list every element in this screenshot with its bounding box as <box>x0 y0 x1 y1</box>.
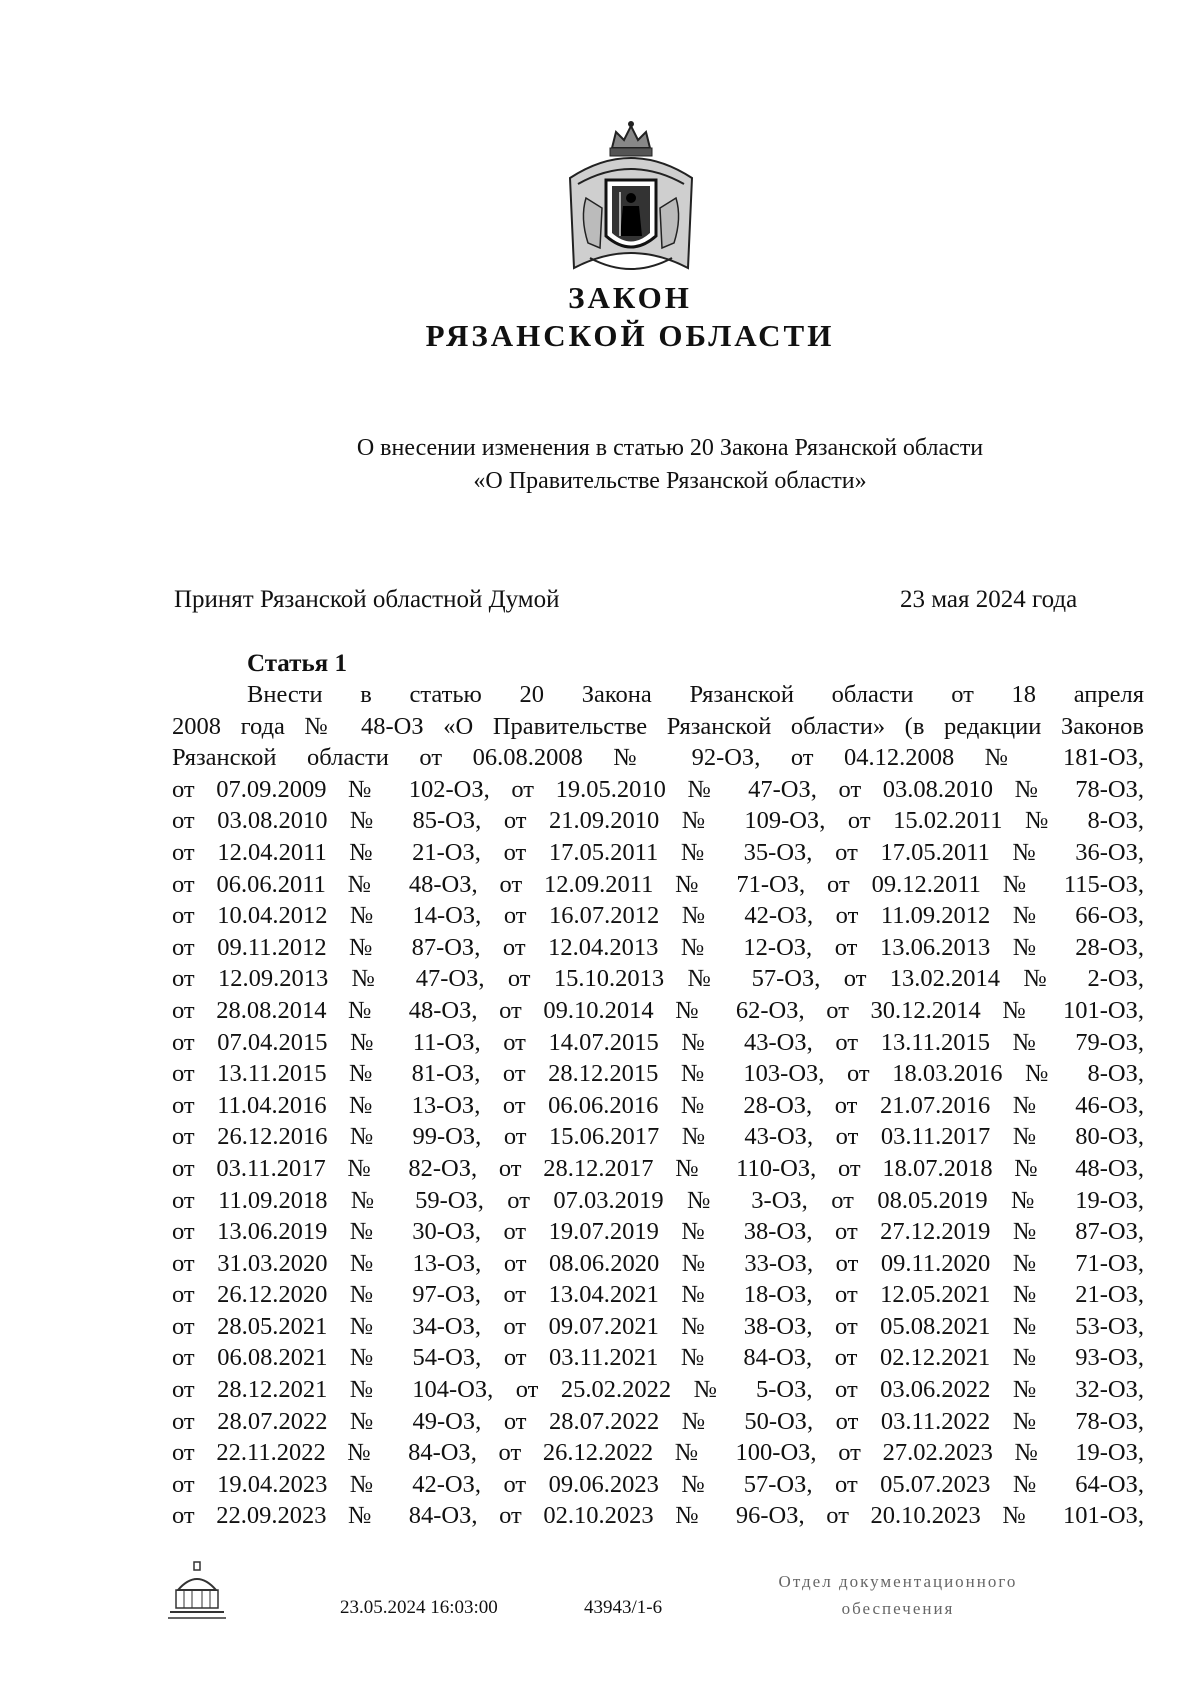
footer-doc-number: 43943/1-6 <box>584 1597 663 1618</box>
article-line: 2008 года № 48-ОЗ «О Правительстве Рязанской области» (в редакции Законов <box>172 712 1144 740</box>
article-line: от 07.09.2009 № 102-ОЗ, от 19.05.2010 № 47-ОЗ, от 03.08.2010 № 78-ОЗ, <box>172 775 1144 803</box>
article-line: от 22.09.2023 № 84-ОЗ, от 02.10.2023 № 96-ОЗ, от 20.10.2023 № 101-ОЗ, <box>172 1502 1144 1530</box>
document-title-line2: РЯЗАНСКОЙ ОБЛАСТИ <box>425 318 835 353</box>
article-line: от 03.08.2010 № 85-ОЗ, от 21.09.2010 № 109-ОЗ, от 15.02.2011 № 8-ОЗ, <box>172 807 1144 835</box>
duma-building-logo <box>166 1560 228 1624</box>
adoption-date: 23 мая 2024 года <box>900 586 1078 613</box>
article-line: от 28.08.2014 № 48-ОЗ, от 09.10.2014 № 62-ОЗ, от 30.12.2014 № 101-ОЗ, <box>172 996 1144 1024</box>
article-body <box>172 679 1144 1532</box>
article-line: от 13.11.2015 № 81-ОЗ, от 28.12.2015 № 103-ОЗ, от 18.03.2016 № 8-ОЗ, <box>172 1060 1144 1088</box>
article-line: от 13.06.2019 № 30-ОЗ, от 19.07.2019 № 38-ОЗ, от 27.12.2019 № 87-ОЗ, <box>172 1218 1144 1246</box>
department-stamp <box>748 1568 1048 1622</box>
article-line: от 31.03.2020 № 13-ОЗ, от 08.06.2020 № 33-ОЗ, от 09.11.2020 № 71-ОЗ, <box>172 1249 1144 1277</box>
article-line: от 09.11.2012 № 87-ОЗ, от 12.04.2013 № 12-ОЗ, от 13.06.2013 № 28-ОЗ, <box>172 933 1144 961</box>
article-line: от 10.04.2012 № 14-ОЗ, от 16.07.2012 № 42-ОЗ, от 11.09.2012 № 66-ОЗ, <box>172 902 1144 930</box>
article-heading: Статья 1 <box>247 650 347 677</box>
article-line: от 11.04.2016 № 13-ОЗ, от 06.06.2016 № 28-ОЗ, от 21.07.2016 № 46-ОЗ, <box>172 1091 1144 1119</box>
article-line: от 03.11.2017 № 82-ОЗ, от 28.12.2017 № 110-ОЗ, от 18.07.2018 № 48-ОЗ, <box>172 1154 1144 1182</box>
article-line: от 28.07.2022 № 49-ОЗ, от 28.07.2022 № 50-ОЗ, от 03.11.2022 № 78-ОЗ, <box>172 1407 1144 1435</box>
article-line: от 06.08.2021 № 54-ОЗ, от 03.11.2021 № 84-ОЗ, от 02.12.2021 № 93-ОЗ, <box>172 1344 1144 1372</box>
stamp-line1: Отдел документационного <box>778 1572 1018 1591</box>
article-line: от 12.09.2013 № 47-ОЗ, от 15.10.2013 № 57-ОЗ, от 13.02.2014 № 2-ОЗ, <box>172 965 1144 993</box>
article-line: от 28.12.2021 № 104-ОЗ, от 25.02.2022 № 5-ОЗ, от 03.06.2022 № 32-ОЗ, <box>172 1376 1144 1404</box>
document-subtitle-line2: «О Правительстве Рязанской области» <box>473 468 867 494</box>
article-line: от 19.04.2023 № 42-ОЗ, от 09.06.2023 № 57-ОЗ, от 05.07.2023 № 64-ОЗ, <box>172 1470 1144 1498</box>
article-line: от 11.09.2018 № 59-ОЗ, от 07.03.2019 № 3-ОЗ, от 08.05.2019 № 19-ОЗ, <box>172 1186 1144 1214</box>
article-line: от 28.05.2021 № 34-ОЗ, от 09.07.2021 № 38-ОЗ, от 05.08.2021 № 53-ОЗ, <box>172 1312 1144 1340</box>
article-line: от 12.04.2011 № 21-ОЗ, от 17.05.2011 № 35-ОЗ, от 17.05.2011 № 36-ОЗ, <box>172 838 1144 866</box>
article-line: от 26.12.2020 № 97-ОЗ, от 13.04.2021 № 18-ОЗ, от 12.05.2021 № 21-ОЗ, <box>172 1281 1144 1309</box>
document-subtitle-line1: О внесении изменения в статью 20 Закона Рязанской области <box>356 435 984 461</box>
article-line: от 06.06.2011 № 48-ОЗ, от 12.09.2011 № 71-ОЗ, от 09.12.2011 № 115-ОЗ, <box>172 870 1144 898</box>
article-line: от 26.12.2016 № 99-ОЗ, от 15.06.2017 № 43-ОЗ, от 03.11.2017 № 80-ОЗ, <box>172 1123 1144 1151</box>
stamp-line2: обеспечения <box>841 1599 955 1618</box>
document-title-line1: ЗАКОН <box>568 280 692 315</box>
article-line: Внести в статью 20 Закона Рязанской области от 18 апреля <box>247 681 1144 708</box>
article-line: от 07.04.2015 № 11-ОЗ, от 14.07.2015 № 43-ОЗ, от 13.11.2015 № 79-ОЗ, <box>172 1028 1144 1056</box>
coat-of-arms-emblem <box>560 118 702 282</box>
adopted-by: Принят Рязанской областной Думой <box>174 586 560 613</box>
article-line: от 22.11.2022 № 84-ОЗ, от 26.12.2022 № 100-ОЗ, от 27.02.2023 № 19-ОЗ, <box>172 1439 1144 1467</box>
footer-timestamp: 23.05.2024 16:03:00 <box>340 1597 498 1618</box>
article-line: Рязанской области от 06.08.2008 № 92-ОЗ, от 04.12.2008 № 181-ОЗ, <box>172 744 1144 772</box>
